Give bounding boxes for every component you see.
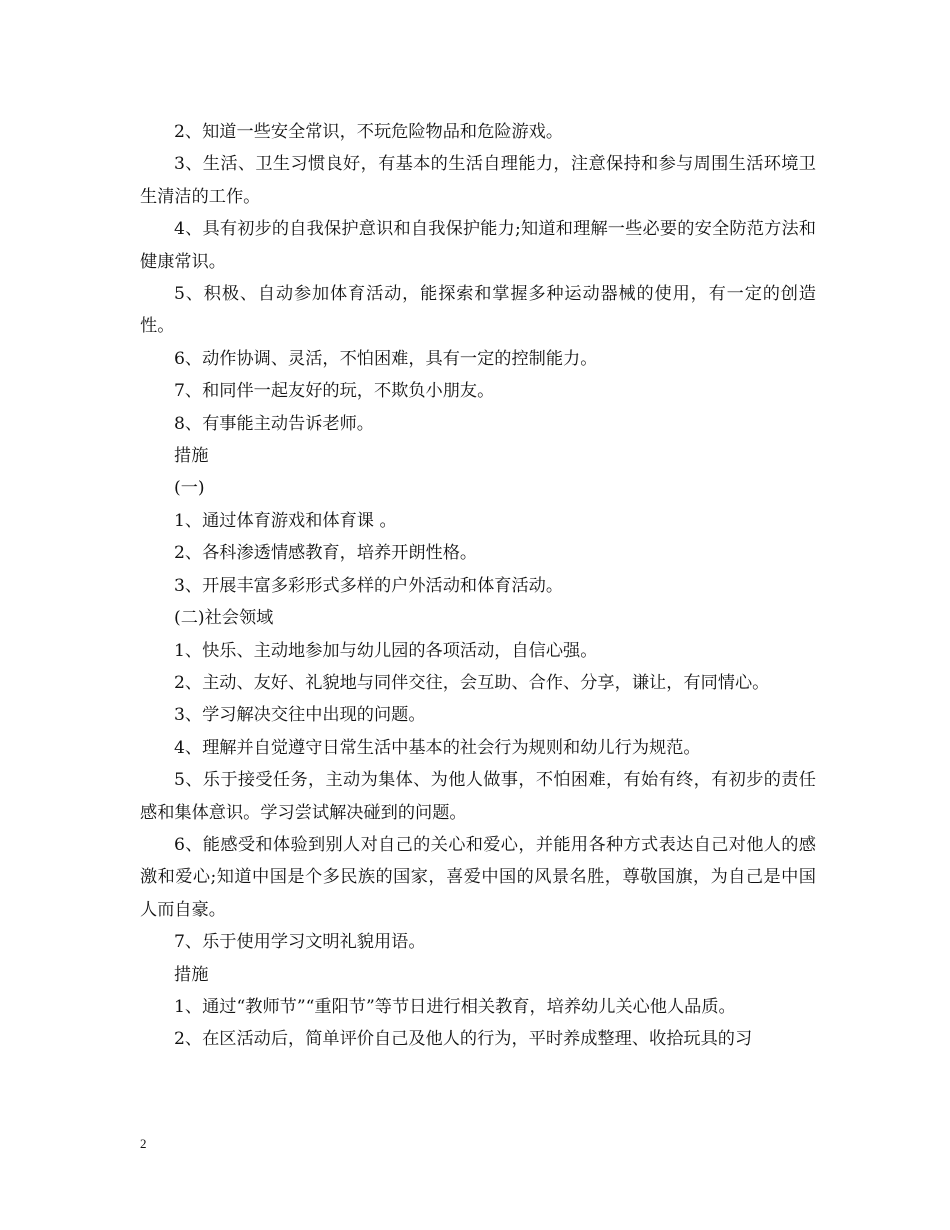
paragraph: 7、和同伴一起友好的玩，不欺负小朋友。 [174, 381, 495, 402]
paragraph: 4、具有初步的自我保护意识和自我保护能力;知道和理解一些必要的安全防范方法和健康常识。 [140, 219, 816, 272]
paragraph: 6、能感受和体验到别人对自己的关心和爱心，并能用各种方式表达自己对他人的感激和爱心;知道中国是个多民族的国家，喜爱中国的风景名胜，尊敬国旗，为自己是中国人而自豪。 [140, 834, 816, 920]
paragraph: 7、乐于使用学习文明礼貌用语。 [174, 932, 426, 953]
section-heading: (一) [174, 478, 205, 499]
paragraph: 2、主动、友好、礼貌地与同伴交往，会互助、合作、分享，谦让，有同情心。 [174, 672, 770, 693]
paragraph: 2、各科渗透情感教育，培养开朗性格。 [174, 543, 478, 564]
document-body [140, 116, 816, 1056]
paragraph: 1、通过体育游戏和体育课 。 [174, 510, 397, 531]
section-heading: 措施 [174, 964, 209, 985]
paragraph: 1、快乐、主动地参加与幼儿园的各项活动，自信心强。 [174, 640, 598, 661]
paragraph: 5、乐于接受任务，主动为集体、为他人做事，不怕困难，有始有终，有初步的责任感和集体意识。学习尝试解决碰到的问题。 [140, 770, 816, 823]
paragraph: 3、学习解决交往中出现的问题。 [174, 705, 426, 726]
page-number: 2 [140, 1136, 147, 1151]
section-heading: 措施 [174, 446, 209, 467]
paragraph: 6、动作协调、灵活，不怕困难，具有一定的控制能力。 [174, 348, 598, 369]
paragraph: 3、生活、卫生习惯良好，有基本的生活自理能力，注意保持和参与周围生活环境卫生清洁的工作。 [140, 154, 816, 207]
paragraph: 4、理解并自觉遵守日常生活中基本的社会行为规则和幼儿行为规范。 [174, 737, 701, 758]
paragraph: 5、积极、自动参加体育活动，能探索和掌握多种运动器械的使用，有一定的创造性。 [140, 284, 816, 337]
paragraph: 1、通过“教师节”“重阳节”等节日进行相关教育，培养幼儿关心他人品质。 [174, 996, 736, 1017]
paragraph: 3、开展丰富多彩形式多样的户外活动和体育活动。 [174, 575, 564, 596]
section-heading: (二)社会领域 [174, 608, 274, 629]
paragraph: 2、在区活动后，简单评价自己及他人的行为，平时养成整理、收拾玩具的习 [174, 1029, 753, 1050]
paragraph: 2、知道一些安全常识，不玩危险物品和危险游戏。 [174, 122, 564, 142]
paragraph: 8、有事能主动告诉老师。 [174, 413, 374, 434]
